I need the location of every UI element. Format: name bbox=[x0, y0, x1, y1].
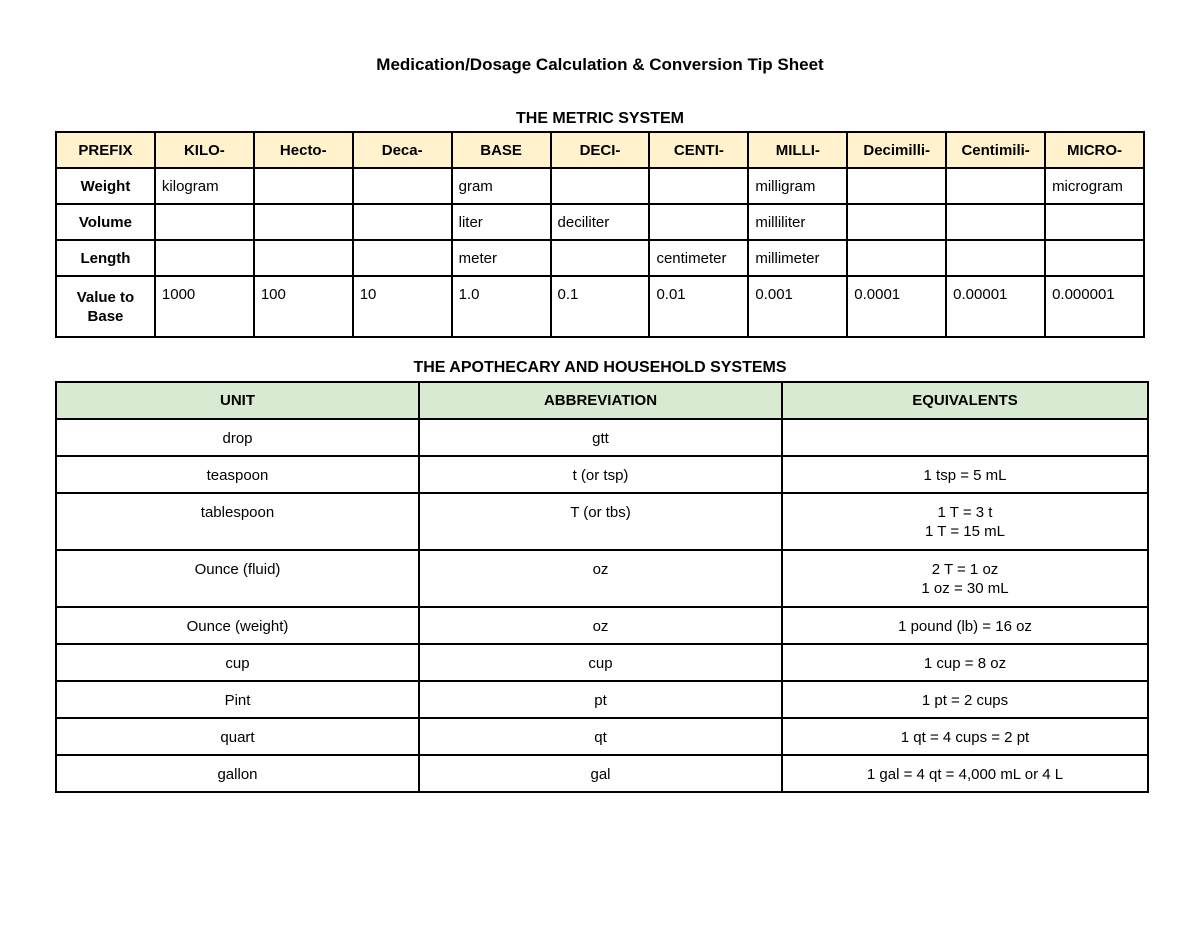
metric-header-cell: Decimilli- bbox=[847, 132, 946, 168]
metric-row-label: Length bbox=[56, 240, 155, 276]
metric-cell bbox=[946, 168, 1045, 204]
unit-cell: cup bbox=[56, 644, 419, 681]
page-title: Medication/Dosage Calculation & Conversion Tip Sheet bbox=[376, 55, 824, 74]
apothecary-section-title: THE APOTHECARY AND HOUSEHOLD SYSTEMS bbox=[413, 359, 787, 376]
table-row bbox=[56, 718, 1148, 755]
table-row bbox=[56, 419, 1148, 456]
equivalent-line: 1 pt = 2 cups bbox=[921, 692, 1009, 709]
metric-header-cell: PREFIX bbox=[56, 132, 155, 168]
equivalents-cell bbox=[782, 718, 1148, 755]
apothecary-household-table bbox=[55, 381, 1149, 793]
metric-row bbox=[56, 168, 1144, 204]
metric-row bbox=[56, 276, 1144, 337]
unit-cell: teaspoon bbox=[56, 456, 419, 493]
unit-cell: drop bbox=[56, 419, 419, 456]
metric-cell: millimeter bbox=[748, 240, 847, 276]
metric-header-cell: KILO- bbox=[155, 132, 254, 168]
equivalents-cell bbox=[782, 607, 1148, 644]
abbreviation-cell: oz bbox=[419, 607, 782, 644]
metric-cell bbox=[649, 204, 748, 240]
metric-row-label: Volume bbox=[56, 204, 155, 240]
metric-cell: 10 bbox=[353, 276, 452, 337]
metric-cell: kilogram bbox=[155, 168, 254, 204]
metric-header-cell: BASE bbox=[452, 132, 551, 168]
equivalents-cell bbox=[782, 493, 1148, 550]
equivalents-cell bbox=[782, 550, 1148, 607]
table-row bbox=[56, 550, 1148, 607]
apothecary-header-cell: UNIT bbox=[56, 382, 419, 419]
table-row bbox=[56, 493, 1148, 550]
metric-cell bbox=[1045, 204, 1144, 240]
metric-row bbox=[56, 204, 1144, 240]
equivalent-line: 1 T = 3 t bbox=[937, 504, 993, 521]
metric-cell: 0.001 bbox=[748, 276, 847, 337]
metric-header-cell: MICRO- bbox=[1045, 132, 1144, 168]
metric-cell bbox=[649, 168, 748, 204]
equivalent-line: 2 T = 1 oz bbox=[931, 561, 999, 578]
metric-header-row bbox=[56, 132, 1144, 168]
table-row bbox=[56, 607, 1148, 644]
equivalent-line: 1 cup = 8 oz bbox=[923, 655, 1007, 672]
equivalent-line: 1 qt = 4 cups = 2 pt bbox=[900, 729, 1030, 746]
metric-cell: milliliter bbox=[748, 204, 847, 240]
metric-header-cell: DECI- bbox=[551, 132, 650, 168]
metric-cell: microgram bbox=[1045, 168, 1144, 204]
unit-cell: gallon bbox=[56, 755, 419, 792]
equivalent-line: 1 oz = 30 mL bbox=[921, 580, 1009, 597]
apothecary-header-cell: ABBREVIATION bbox=[419, 382, 782, 419]
unit-cell: Ounce (fluid) bbox=[56, 550, 419, 607]
metric-cell: 100 bbox=[254, 276, 353, 337]
metric-header-cell: MILLI- bbox=[748, 132, 847, 168]
table-row bbox=[56, 755, 1148, 792]
metric-cell bbox=[254, 240, 353, 276]
metric-cell bbox=[254, 204, 353, 240]
metric-cell: 0.0001 bbox=[847, 276, 946, 337]
abbreviation-cell: t (or tsp) bbox=[419, 456, 782, 493]
abbreviation-cell: cup bbox=[419, 644, 782, 681]
equivalents-cell bbox=[782, 456, 1148, 493]
abbreviation-cell: gtt bbox=[419, 419, 782, 456]
equivalents-cell bbox=[782, 419, 1148, 456]
metric-cell: 0.1 bbox=[551, 276, 650, 337]
metric-system-table bbox=[55, 131, 1145, 338]
metric-cell: gram bbox=[452, 168, 551, 204]
table-row bbox=[56, 456, 1148, 493]
metric-cell bbox=[847, 204, 946, 240]
metric-cell: meter bbox=[452, 240, 551, 276]
metric-cell bbox=[551, 240, 650, 276]
metric-section-title: THE METRIC SYSTEM bbox=[515, 110, 684, 127]
unit-cell: quart bbox=[56, 718, 419, 755]
unit-cell: tablespoon bbox=[56, 493, 419, 550]
metric-header-cell: Deca- bbox=[353, 132, 452, 168]
apothecary-header-cell: EQUIVALENTS bbox=[782, 382, 1148, 419]
metric-cell: 0.00001 bbox=[946, 276, 1045, 337]
metric-cell: milligram bbox=[748, 168, 847, 204]
metric-cell: 1000 bbox=[155, 276, 254, 337]
metric-cell bbox=[155, 204, 254, 240]
abbreviation-cell: oz bbox=[419, 550, 782, 607]
equivalent-line: 1 tsp = 5 mL bbox=[923, 467, 1007, 484]
metric-cell: centimeter bbox=[649, 240, 748, 276]
metric-cell bbox=[353, 240, 452, 276]
metric-cell: 0.01 bbox=[649, 276, 748, 337]
metric-row-label: Weight bbox=[56, 168, 155, 204]
metric-cell bbox=[155, 240, 254, 276]
metric-cell bbox=[946, 204, 1045, 240]
equivalents-cell bbox=[782, 755, 1148, 792]
metric-cell bbox=[353, 168, 452, 204]
table-row bbox=[56, 681, 1148, 718]
metric-row-label: Value to Base bbox=[56, 276, 155, 337]
metric-cell: 0.000001 bbox=[1045, 276, 1144, 337]
metric-header-cell: Centimili- bbox=[946, 132, 1045, 168]
equivalent-line: 1 pound (lb) = 16 oz bbox=[898, 618, 1032, 635]
metric-cell bbox=[1045, 240, 1144, 276]
abbreviation-cell: gal bbox=[419, 755, 782, 792]
apothecary-header-row bbox=[56, 382, 1148, 419]
metric-cell: deciliter bbox=[551, 204, 650, 240]
equivalent-line: 1 gal = 4 qt = 4,000 mL or 4 L bbox=[866, 766, 1064, 783]
unit-cell: Ounce (weight) bbox=[56, 607, 419, 644]
metric-cell: 1.0 bbox=[452, 276, 551, 337]
metric-header-cell: CENTI- bbox=[649, 132, 748, 168]
metric-header-cell: Hecto- bbox=[254, 132, 353, 168]
metric-cell bbox=[551, 168, 650, 204]
abbreviation-cell: qt bbox=[419, 718, 782, 755]
equivalents-cell bbox=[782, 644, 1148, 681]
abbreviation-cell: pt bbox=[419, 681, 782, 718]
table-row bbox=[56, 644, 1148, 681]
abbreviation-cell: T (or tbs) bbox=[419, 493, 782, 550]
equivalents-cell bbox=[782, 681, 1148, 718]
metric-cell bbox=[847, 240, 946, 276]
unit-cell: Pint bbox=[56, 681, 419, 718]
metric-cell bbox=[254, 168, 353, 204]
metric-cell: liter bbox=[452, 204, 551, 240]
metric-row bbox=[56, 240, 1144, 276]
metric-cell bbox=[847, 168, 946, 204]
metric-cell bbox=[353, 204, 452, 240]
metric-cell bbox=[946, 240, 1045, 276]
equivalent-line: 1 T = 15 mL bbox=[925, 523, 1005, 540]
